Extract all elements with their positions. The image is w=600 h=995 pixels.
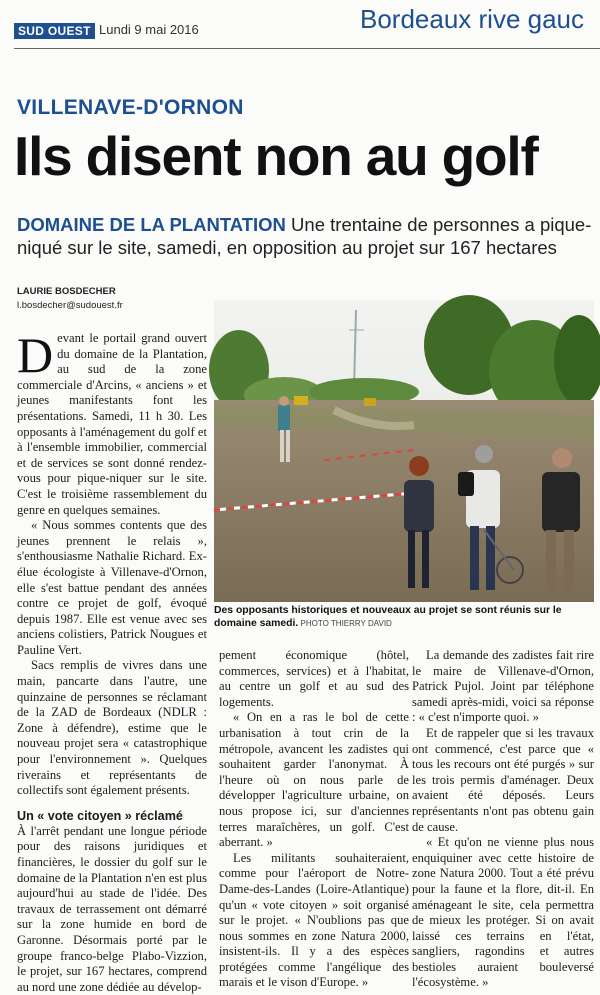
standfirst-text: Une trentaine de personnes a pique-niqué sur le site, samedi, en opposition au projet sur 167 hectares xyxy=(17,214,592,258)
paragraph: Et de rappeler que si les travaux ont commencé, c'est parce que « tous les recours ont été purgés » sur les trois permis d'aménager. Deux avaient été déposés. Leurs représentants n'ont pas obtenu gain de cause. xyxy=(412,725,594,834)
paragraph: Sacs remplis de vivres dans une main, pancarte dans l'autre, une quinzaine de personnes se réclamant de la ZAD de Bordeaux (NDLR : Zone à défendre), estime que le nouveau projet sera « catastrophique pour l'environnement ». Quelques riverains et représentants de collectifs sont également présents. xyxy=(17,658,207,798)
author-name: LAURIE BOSDECHER xyxy=(17,286,116,297)
page-header xyxy=(0,0,600,50)
section-title: Bordeaux rive gauc xyxy=(360,4,585,34)
photo-credit: PHOTO THIERRY DAVID xyxy=(298,619,392,628)
subheading: Un « vote citoyen » réclamé xyxy=(17,808,183,823)
column-1 xyxy=(17,327,207,995)
caption-text: Des opposants historiques et nouveaux au projet se sont réunis sur le domaine samedi. xyxy=(214,605,562,629)
protesters-field-illustration xyxy=(214,300,594,602)
photo-caption xyxy=(214,604,599,630)
standfirst xyxy=(17,213,597,259)
location-kicker: VILLENAVE-D'ORNON xyxy=(17,96,244,119)
paragraph: « Nous sommes contents que des jeunes prennent le relais », s'enthousiasme Nathalie Richard. Ex-élue écologiste à Villenave-d'Ornon, elle s'est battue pendant des années contre ce projet de golf, évoqué depuis 1987. Elle est venue avec ses anciens colistiers, Patrick Nougues et Pauline Vert. xyxy=(17,518,207,657)
article-photo xyxy=(214,300,594,602)
paragraph: La demande des zadistes fait rire le maire de Villenave-d'Ornon, Patrick Pujol. Joint par téléphone samedi après-midi, voici sa réponse : « c'est n'importe quoi. » xyxy=(412,648,594,725)
paragraph: « Et qu'on ne vienne plus nous enquiquiner avec cette histoire de zone Natura 2000. Tout a été prévu pour la faune et la flore, dit-il. En aménageant le site, cela permettra de mieux les protéger. Si on avait laissé ces terrains en l'état, sangliers, ragondins et autres bestioles auraient bouleversé l'écosystème. » xyxy=(412,835,594,990)
paragraph: pement économique (hôtel, commerces, services) et à l'habitat, au centre un golf et au sud des logements. xyxy=(219,648,409,709)
drop-cap: D xyxy=(17,327,54,383)
column-3 xyxy=(412,648,594,991)
standfirst-lead: DOMAINE DE LA PLANTATION xyxy=(17,214,286,235)
column-2 xyxy=(219,648,409,991)
header-rule xyxy=(14,48,600,49)
headline: Ils disent non au golf xyxy=(14,125,538,187)
newspaper-logo: SUD OUEST xyxy=(14,23,95,39)
paragraph: À l'arrêt pendant une longue période pour des raisons juridiques et financières, le dossier du golf sur le domaine de la Plantation n'en est plus aujourd'hui au stade de l'idée. Des travaux de terrassement ont démarré sur la zone humide en bord de Garonne. Désormais porté par le groupe franco-belge Plabo-Vizzion, le projet, sur 167 hectares, comprend au nord une zone dédiée au dévelop- xyxy=(17,823,207,994)
issue-date: Lundi 9 mai 2016 xyxy=(99,22,199,37)
author-email[interactable]: l.bosdecher@sudouest.fr xyxy=(17,300,123,311)
paragraph: Devant le portail grand ouvert du domaine de la Plantation, au sud de la zone commerciale d'Arcins, « anciens » et jeunes manifestants font les présentations. Samedi, 11 h 30. Les opposants à l'aménagement du golf et à l'ensemble immobilier, commercial et de services se sont donné rendez-vous pour pique-niquer sur le site. C'est le troisième rassemblement du genre en quelques semaines. xyxy=(17,327,207,517)
paragraph: Les militants souhaiteraient, comme pour l'aéroport de Notre-Dame-des-Landes (Loire-Atlantique) qu'un « vote citoyen » soit organisé sur le projet. « N'oublions pas que nous sommes en zone Natura 2000, insistent-ils. Il y a des espèces protégées comme l'angélique des marais et le vison d'Europe. » xyxy=(219,850,409,990)
paragraph: « On en a ras le bol de cette urbanisation à tout crin de la métropole, avancent les zadistes qui souhaitent garder l'anonymat. À l'heure où on nous parle de développer l'agriculture urbaine, on nous propose ici, sur d'anciennes terres maraîchères, un golf. C'est aberrant. » xyxy=(219,710,409,850)
